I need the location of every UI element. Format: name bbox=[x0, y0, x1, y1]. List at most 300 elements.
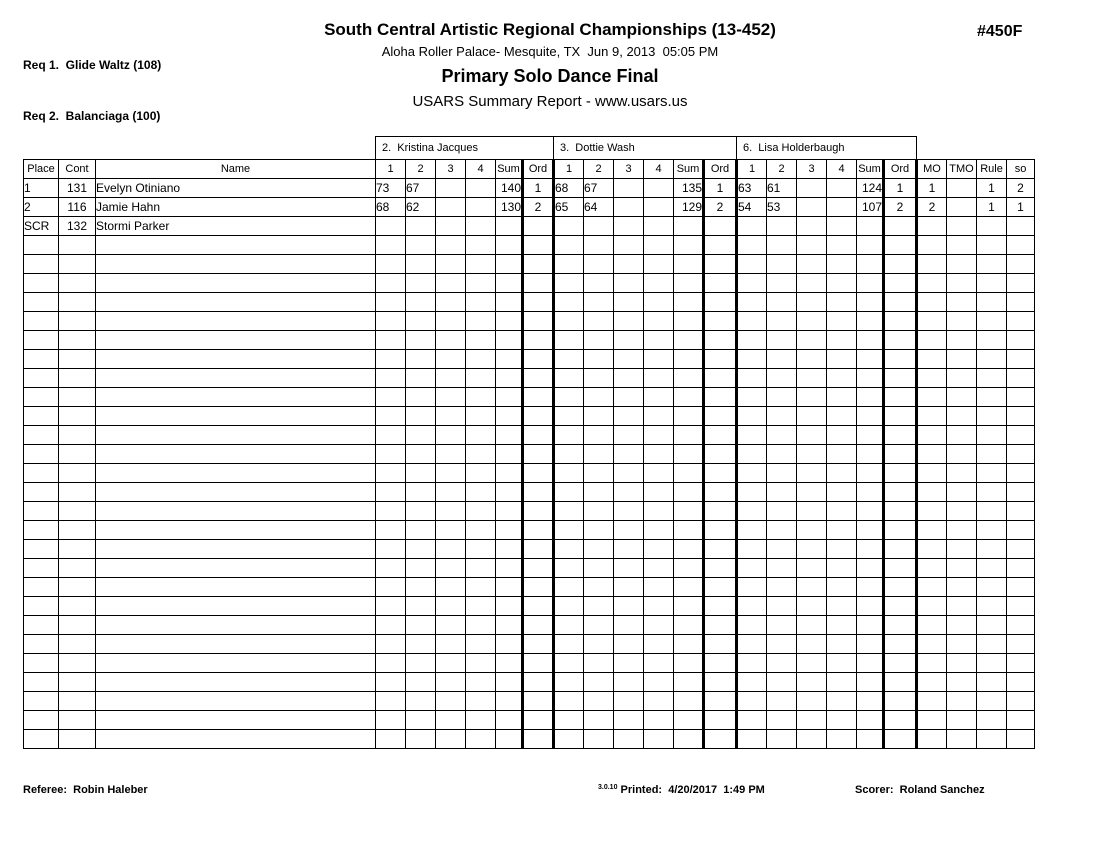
cell: 140 bbox=[496, 179, 523, 198]
cell bbox=[523, 350, 554, 369]
cell bbox=[917, 312, 947, 331]
judge-header-2: 3. Dottie Wash bbox=[553, 136, 737, 160]
cell bbox=[584, 502, 614, 521]
cell bbox=[977, 217, 1007, 236]
cell bbox=[406, 673, 436, 692]
cell bbox=[917, 445, 947, 464]
cell bbox=[797, 616, 827, 635]
cell bbox=[24, 274, 59, 293]
cell: 1 bbox=[523, 179, 554, 198]
cell bbox=[917, 388, 947, 407]
cell bbox=[674, 521, 704, 540]
cell bbox=[614, 730, 644, 749]
cell bbox=[977, 255, 1007, 274]
cell bbox=[436, 540, 466, 559]
cell bbox=[947, 673, 977, 692]
cell bbox=[704, 369, 737, 388]
cell bbox=[96, 635, 376, 654]
cell bbox=[523, 711, 554, 730]
cell bbox=[737, 483, 767, 502]
empty-row bbox=[24, 331, 1035, 350]
cell bbox=[977, 692, 1007, 711]
cell bbox=[523, 464, 554, 483]
cell bbox=[554, 692, 584, 711]
cell bbox=[704, 274, 737, 293]
cell bbox=[704, 521, 737, 540]
cell bbox=[376, 331, 406, 350]
requirement-1: Req 1. Glide Waltz (108) bbox=[23, 58, 162, 72]
cell: 1 bbox=[1007, 198, 1035, 217]
cell bbox=[1007, 464, 1035, 483]
cell bbox=[523, 597, 554, 616]
cell bbox=[797, 179, 827, 198]
cell bbox=[466, 312, 496, 331]
cell bbox=[584, 217, 614, 236]
cell bbox=[96, 616, 376, 635]
cell bbox=[376, 635, 406, 654]
column-header: Ord bbox=[884, 160, 917, 179]
cell bbox=[436, 255, 466, 274]
cell bbox=[674, 616, 704, 635]
cell bbox=[96, 521, 376, 540]
table-row bbox=[24, 198, 1035, 217]
cell: 2 bbox=[917, 198, 947, 217]
cell bbox=[884, 331, 917, 350]
cell bbox=[947, 255, 977, 274]
cell bbox=[584, 540, 614, 559]
cell bbox=[496, 578, 523, 597]
cell bbox=[674, 388, 704, 407]
cell bbox=[884, 521, 917, 540]
cell bbox=[947, 179, 977, 198]
cell bbox=[59, 692, 96, 711]
cell bbox=[96, 236, 376, 255]
cell bbox=[466, 540, 496, 559]
cell: SCR bbox=[24, 217, 59, 236]
cell bbox=[96, 464, 376, 483]
cell bbox=[827, 464, 857, 483]
cell bbox=[436, 521, 466, 540]
cell bbox=[884, 464, 917, 483]
cell bbox=[737, 407, 767, 426]
cell bbox=[466, 274, 496, 293]
cell bbox=[523, 274, 554, 293]
cell bbox=[376, 388, 406, 407]
cell bbox=[884, 483, 917, 502]
cell bbox=[406, 711, 436, 730]
cell bbox=[917, 236, 947, 255]
cell bbox=[376, 426, 406, 445]
cell bbox=[857, 255, 884, 274]
cell bbox=[376, 445, 406, 464]
cell bbox=[827, 673, 857, 692]
cell bbox=[737, 445, 767, 464]
cell bbox=[523, 635, 554, 654]
column-header: 1 bbox=[376, 160, 406, 179]
cell bbox=[797, 692, 827, 711]
cell bbox=[584, 521, 614, 540]
cell bbox=[614, 369, 644, 388]
cell bbox=[884, 502, 917, 521]
column-header: Place bbox=[24, 160, 59, 179]
cell bbox=[523, 673, 554, 692]
cell bbox=[96, 388, 376, 407]
cell bbox=[857, 350, 884, 369]
cell bbox=[614, 502, 644, 521]
requirement-2: Req 2. Balanciaga (100) bbox=[23, 109, 161, 123]
cell bbox=[737, 730, 767, 749]
cell bbox=[96, 331, 376, 350]
cell: 63 bbox=[737, 179, 767, 198]
cell bbox=[96, 274, 376, 293]
cell bbox=[767, 483, 797, 502]
cell bbox=[884, 578, 917, 597]
column-header: Ord bbox=[523, 160, 554, 179]
cell bbox=[1007, 445, 1035, 464]
cell bbox=[436, 312, 466, 331]
cell bbox=[523, 293, 554, 312]
cell bbox=[406, 540, 436, 559]
cell bbox=[977, 616, 1007, 635]
cell bbox=[584, 350, 614, 369]
cell bbox=[614, 445, 644, 464]
cell bbox=[1007, 730, 1035, 749]
cell bbox=[376, 673, 406, 692]
cell bbox=[1007, 255, 1035, 274]
cell bbox=[947, 369, 977, 388]
cell bbox=[947, 331, 977, 350]
cell bbox=[1007, 578, 1035, 597]
cell bbox=[644, 369, 674, 388]
cell bbox=[797, 521, 827, 540]
cell bbox=[59, 502, 96, 521]
empty-row bbox=[24, 369, 1035, 388]
cell bbox=[436, 597, 466, 616]
cell bbox=[24, 711, 59, 730]
cell bbox=[704, 578, 737, 597]
cell bbox=[24, 369, 59, 388]
cell bbox=[496, 654, 523, 673]
cell bbox=[406, 464, 436, 483]
cell bbox=[496, 464, 523, 483]
cell bbox=[857, 483, 884, 502]
cell bbox=[977, 388, 1007, 407]
cell bbox=[1007, 597, 1035, 616]
cell bbox=[584, 426, 614, 445]
cell bbox=[917, 483, 947, 502]
championship-title: South Central Artistic Regional Championships (13-452) bbox=[324, 20, 776, 39]
cell bbox=[977, 483, 1007, 502]
cell bbox=[436, 578, 466, 597]
cell bbox=[496, 407, 523, 426]
cell bbox=[466, 426, 496, 445]
cell bbox=[644, 692, 674, 711]
column-header: Ord bbox=[704, 160, 737, 179]
cell bbox=[884, 711, 917, 730]
empty-row bbox=[24, 407, 1035, 426]
cell bbox=[59, 673, 96, 692]
cell bbox=[767, 597, 797, 616]
cell bbox=[827, 179, 857, 198]
cell bbox=[644, 388, 674, 407]
cell bbox=[466, 236, 496, 255]
cell bbox=[1007, 711, 1035, 730]
cell bbox=[523, 730, 554, 749]
cell bbox=[24, 540, 59, 559]
cell bbox=[827, 502, 857, 521]
cell bbox=[376, 236, 406, 255]
cell bbox=[977, 502, 1007, 521]
cell bbox=[977, 274, 1007, 293]
empty-row bbox=[24, 578, 1035, 597]
cell bbox=[704, 635, 737, 654]
cell bbox=[554, 559, 584, 578]
cell bbox=[614, 407, 644, 426]
cell: 2 bbox=[1007, 179, 1035, 198]
cell bbox=[584, 464, 614, 483]
cell bbox=[977, 407, 1007, 426]
cell bbox=[24, 236, 59, 255]
cell bbox=[96, 540, 376, 559]
cell bbox=[884, 388, 917, 407]
cell bbox=[24, 597, 59, 616]
empty-row bbox=[24, 654, 1035, 673]
cell bbox=[59, 521, 96, 540]
cell bbox=[737, 711, 767, 730]
cell bbox=[797, 597, 827, 616]
cell bbox=[827, 692, 857, 711]
cell bbox=[644, 331, 674, 350]
cell bbox=[797, 388, 827, 407]
cell bbox=[436, 654, 466, 673]
cell bbox=[737, 293, 767, 312]
cell bbox=[523, 616, 554, 635]
report-type-line: USARS Summary Report - www.usars.us bbox=[412, 93, 688, 110]
cell bbox=[644, 350, 674, 369]
cell bbox=[24, 331, 59, 350]
column-header: Sum bbox=[674, 160, 704, 179]
cell: 61 bbox=[767, 179, 797, 198]
column-header: 2 bbox=[406, 160, 436, 179]
cell bbox=[797, 217, 827, 236]
cell bbox=[406, 502, 436, 521]
cell: 1 bbox=[977, 198, 1007, 217]
cell bbox=[917, 255, 947, 274]
cell: 53 bbox=[767, 198, 797, 217]
cell bbox=[827, 540, 857, 559]
cell bbox=[436, 711, 466, 730]
cell bbox=[584, 445, 614, 464]
cell bbox=[947, 692, 977, 711]
cell bbox=[466, 445, 496, 464]
cell bbox=[523, 236, 554, 255]
cell bbox=[1007, 521, 1035, 540]
cell bbox=[1007, 673, 1035, 692]
cell bbox=[674, 350, 704, 369]
cell bbox=[917, 426, 947, 445]
cell bbox=[96, 711, 376, 730]
cell bbox=[827, 654, 857, 673]
empty-row bbox=[24, 540, 1035, 559]
cell bbox=[857, 730, 884, 749]
cell bbox=[767, 293, 797, 312]
cell: 1 bbox=[917, 179, 947, 198]
cell bbox=[857, 521, 884, 540]
cell bbox=[24, 464, 59, 483]
cell bbox=[614, 388, 644, 407]
cell: 2 bbox=[24, 198, 59, 217]
cell bbox=[947, 521, 977, 540]
cell bbox=[827, 236, 857, 255]
cell bbox=[857, 597, 884, 616]
cell bbox=[96, 255, 376, 274]
cell bbox=[523, 521, 554, 540]
cell bbox=[376, 312, 406, 331]
cell bbox=[644, 426, 674, 445]
cell bbox=[947, 597, 977, 616]
cell bbox=[554, 274, 584, 293]
cell bbox=[1007, 312, 1035, 331]
cell bbox=[406, 635, 436, 654]
cell bbox=[857, 312, 884, 331]
cell bbox=[436, 236, 466, 255]
cell bbox=[466, 293, 496, 312]
cell bbox=[59, 711, 96, 730]
cell bbox=[767, 521, 797, 540]
column-header: 3 bbox=[614, 160, 644, 179]
cell bbox=[376, 730, 406, 749]
cell: 129 bbox=[674, 198, 704, 217]
cell bbox=[614, 350, 644, 369]
cell bbox=[406, 654, 436, 673]
cell bbox=[584, 369, 614, 388]
cell bbox=[797, 274, 827, 293]
cell bbox=[704, 730, 737, 749]
cell bbox=[977, 711, 1007, 730]
cell bbox=[466, 730, 496, 749]
cell bbox=[644, 730, 674, 749]
cell bbox=[436, 483, 466, 502]
cell bbox=[584, 312, 614, 331]
cell bbox=[767, 426, 797, 445]
cell bbox=[977, 445, 1007, 464]
cell bbox=[704, 559, 737, 578]
cell bbox=[674, 369, 704, 388]
cell bbox=[797, 559, 827, 578]
cell bbox=[674, 331, 704, 350]
cell bbox=[554, 673, 584, 692]
cell bbox=[614, 559, 644, 578]
cell bbox=[947, 312, 977, 331]
cell: 130 bbox=[496, 198, 523, 217]
cell bbox=[523, 502, 554, 521]
cell bbox=[947, 616, 977, 635]
printed-timestamp: Printed: 4/20/2017 1:49 PM bbox=[620, 784, 765, 796]
cell bbox=[674, 293, 704, 312]
cell bbox=[614, 217, 644, 236]
cell bbox=[644, 673, 674, 692]
cell bbox=[917, 274, 947, 293]
cell: 68 bbox=[376, 198, 406, 217]
cell bbox=[644, 236, 674, 255]
cell bbox=[436, 692, 466, 711]
cell bbox=[1007, 540, 1035, 559]
cell bbox=[584, 293, 614, 312]
cell bbox=[96, 673, 376, 692]
cell bbox=[59, 635, 96, 654]
report-version: 3.0.10 bbox=[598, 784, 618, 791]
cell bbox=[797, 673, 827, 692]
cell bbox=[737, 312, 767, 331]
cell bbox=[496, 730, 523, 749]
cell bbox=[59, 730, 96, 749]
cell bbox=[614, 711, 644, 730]
cell bbox=[884, 445, 917, 464]
cell bbox=[436, 217, 466, 236]
cell bbox=[977, 559, 1007, 578]
cell bbox=[797, 711, 827, 730]
cell bbox=[767, 711, 797, 730]
cell bbox=[644, 502, 674, 521]
cell bbox=[644, 293, 674, 312]
cell bbox=[884, 293, 917, 312]
cell bbox=[614, 274, 644, 293]
cell bbox=[406, 369, 436, 388]
cell bbox=[737, 369, 767, 388]
column-header: TMO bbox=[947, 160, 977, 179]
cell bbox=[797, 426, 827, 445]
empty-row bbox=[24, 521, 1035, 540]
cell: 116 bbox=[59, 198, 96, 217]
cell bbox=[644, 217, 674, 236]
cell: 2 bbox=[704, 198, 737, 217]
cell: 135 bbox=[674, 179, 704, 198]
cell bbox=[644, 559, 674, 578]
cell bbox=[466, 331, 496, 350]
cell bbox=[827, 274, 857, 293]
cell bbox=[977, 654, 1007, 673]
cell bbox=[884, 236, 917, 255]
cell bbox=[977, 597, 1007, 616]
cell bbox=[406, 692, 436, 711]
cell bbox=[947, 217, 977, 236]
cell bbox=[884, 426, 917, 445]
cell bbox=[704, 597, 737, 616]
cell bbox=[59, 274, 96, 293]
cell bbox=[496, 483, 523, 502]
cell bbox=[554, 540, 584, 559]
cell bbox=[1007, 483, 1035, 502]
cell bbox=[554, 350, 584, 369]
cell bbox=[797, 407, 827, 426]
empty-row bbox=[24, 502, 1035, 521]
cell bbox=[466, 654, 496, 673]
cell bbox=[523, 692, 554, 711]
cell bbox=[24, 350, 59, 369]
cell bbox=[24, 407, 59, 426]
cell bbox=[674, 407, 704, 426]
cell bbox=[96, 483, 376, 502]
cell bbox=[917, 559, 947, 578]
cell bbox=[614, 635, 644, 654]
cell bbox=[977, 673, 1007, 692]
cell bbox=[947, 198, 977, 217]
cell bbox=[584, 483, 614, 502]
cell bbox=[554, 502, 584, 521]
cell bbox=[584, 578, 614, 597]
cell bbox=[614, 293, 644, 312]
cell bbox=[554, 255, 584, 274]
